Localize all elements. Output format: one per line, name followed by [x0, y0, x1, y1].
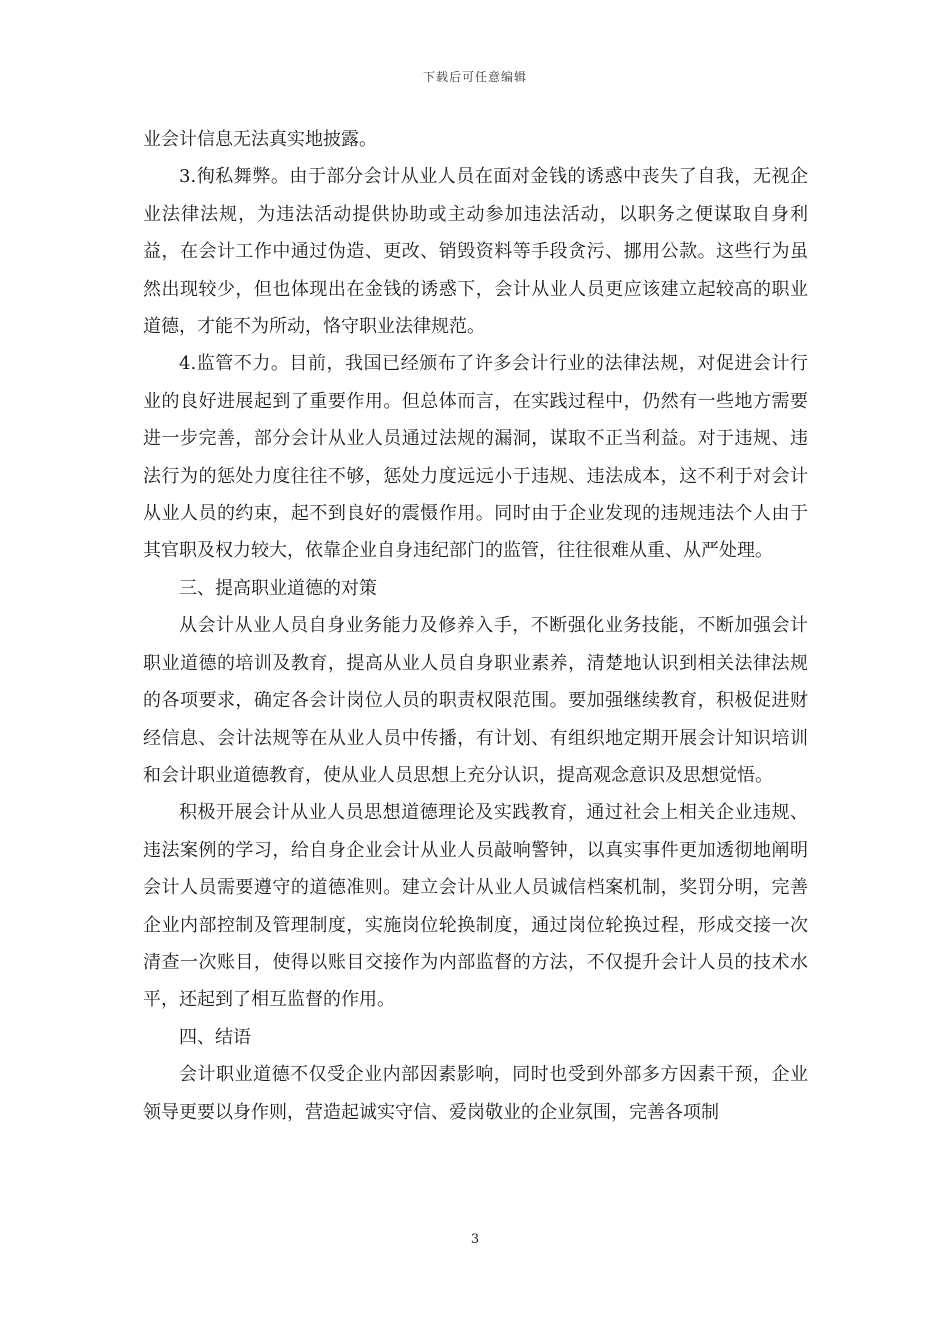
- section-heading-conclusion: 四、结语: [179, 1026, 251, 1048]
- paragraph-conclusion: 会计职业道德不仅受企业内部因素影响，同时也受到外部多方因素干预，企业领导更要以身作则，营造起诚实守信、爱岗敬业的企业氛围，完善各项制: [143, 1064, 808, 1123]
- paragraph-training: 从会计从业人员自身业务能力及修养入手，不断强化业务技能，不断加强会计职业道德的培训及教育，提高从业人员自身职业素养，清楚地认识到相关法律法规的各项要求，确定各会计岗位人员的职责权限范围。要加强继续教育，积极促进财经信息、会计法规等在从业人员中传播，有计划、有组织地定期开展会计知识培训和会计职业道德教育，使从业人员思想上充分认识，提高观念意识及思想觉悟。: [143, 615, 808, 786]
- page-header-note: 下载后可任意编辑: [422, 70, 527, 84]
- section-heading-countermeasures: 三、提高职业道德的对策: [179, 577, 377, 599]
- document-body: [143, 121, 808, 1131]
- paragraph-weak-supervision: 4.监管不力。目前，我国已经颁布了许多会计行业的法律法规，对促进会计行业的良好进展起到了重要作用。但总体而言，在实践过程中，仍然有一些地方需要进一步完善，部分会计从业人员通过法规的漏洞，谋取不正当利益。对于违规、违法行为的惩处力度往往不够，惩处力度远远小于违规、违法成本，这不利于对会计从业人员的约束，起不到良好的震慑作用。同时由于企业发现的违规违法个人由于其官职及权力较大，依靠企业自身违纪部门的监管，往往很难从重、从严处理。: [143, 353, 808, 562]
- paragraph-ethics-education: 积极开展会计从业人员思想道德理论及实践教育，通过社会上相关企业违规、违法案例的学习，给自身企业会计从业人员敲响警钟，以真实事件更加透彻地阐明会计人员需要遵守的道德准则。建立会计从业人员诚信档案机制，奖罚分明，完善企业内部控制及管理制度，实施岗位轮换制度，通过岗位轮换过程，形成交接一次清查一次账目，使得以账目交接作为内部监督的方法，不仅提升会计人员的技术水平，还起到了相互监督的作用。: [143, 802, 808, 1011]
- paragraph-favoritism: 3.徇私舞弊。由于部分会计从业人员在面对金钱的诱惑中丧失了自我，无视企业法律法规，为违法活动提供协助或主动参加违法活动，以职务之便谋取自身利益，在会计工作中通过伪造、更改、销毁资料等手段贪污、挪用公款。这些行为虽然出现较少，但也体现出在金钱的诱惑下，会计从业人员更应该建立起较高的职业道德，才能不为所动，恪守职业法律规范。: [143, 166, 808, 338]
- page-number: 3: [470, 1232, 480, 1247]
- paragraph-continuation: 业会计信息无法真实地披露。: [143, 129, 377, 150]
